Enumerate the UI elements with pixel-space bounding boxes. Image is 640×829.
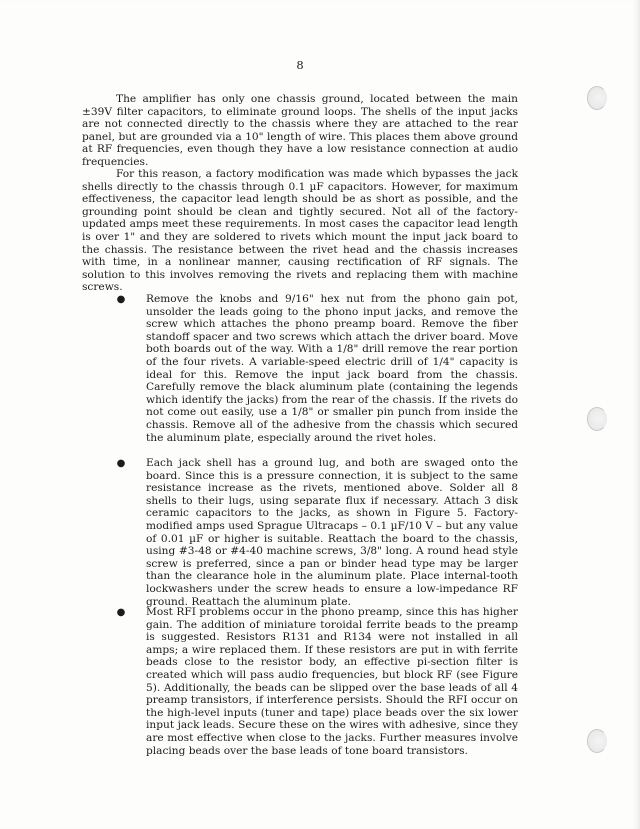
bullet-marker: ● — [116, 607, 126, 618]
page-number: 8 — [296, 58, 304, 72]
bullet-item-jack-shell-ground: Each jack shell has a ground lug, and both are swaged onto the board. Since this is a pressure connection, it is subject to the same resistance increase as the rivets, mentioned above. Solder all 8 shells to their lugs, using separate flux if necessary. Attach 3 disk ceramic capacitors to the jacks, as shown in Figure 5. Factory-modified amps used Sprague Ultracaps – 0.1 µF/10 V – but any value of 0.01 µF or higher is suitable. Reattach the board to the chassis, using #3-48 or #4-40 machine screws, 3/8" long. A round head style screw is preferred, since a pan or binder head type may be larger than the clearance hole in the aluminum plate. Place internal-tooth lockwashers under the screw heads to ensure a low-impedance RF ground. Reattach the aluminum plate. — [146, 457, 518, 608]
paragraph-factory-modification: For this reason, a factory modification was made which bypasses the jack shells directly to the chassis through 0.1 µF capacitors. However, for maximum effectiveness, the capacitor lead length should be as short as possible, and the grounding point should be clean and tightly secured. Not all of the factory-updated amps meet these requirements. In most cases the capacitor lead length is over 1" and they are soldered to rivets which mount the input jack board to the chassis. The resistance between the rivet head and the chassis increases with time, in a nonlinear manner, causing rectification of RF signals. The solution to this involves removing the rivets and replacing them with machine screws. — [82, 168, 518, 294]
bullet-item-ferrite-beads: Most RFI problems occur in the phono preamp, since this has higher gain. The addition of miniature toroidal ferrite beads to the preamp is suggested. Resistors R131 and R134 were not installed in all amps; a wire replaced them. If these resistors are put in with ferrite beads close to the resistor body, an effective pi-section filter is created which will pass audio frequencies, but block RF (see Figure 5). Additionally, the beads can be slipped over the base leads of all 4 preamp transistors, if interference persists. Should the RFI occur on the high-level inputs (tuner and tape) place beads over the six lower input jack leads. Secure these on the wires with adhesive, since they are most effective when close to the jacks. Further measures involve placing beads over the base leads of tone board transistors. — [146, 606, 518, 757]
paragraph-chassis-ground: The amplifier has only one chassis ground, located between the main ±39V filter capacitors, to eliminate ground loops. The shells of the input jacks are not connected directly to the chassis where they are attached to the rear panel, but are grounded via a 10" length of wire. This places them above ground at RF frequencies, even though they have a low resistance connection at audio frequencies. — [82, 93, 518, 168]
binder-hole-icon — [587, 729, 607, 753]
bullet-marker: ● — [116, 458, 126, 469]
binder-hole-icon — [587, 407, 607, 431]
binder-hole-icon — [587, 86, 607, 110]
bullet-item-remove-rivets: Remove the knobs and 9/16" hex nut from the phono gain pot, unsolder the leads going to the phono input jacks, and remove the screw which attaches the phono preamp board. Remove the fiber standoff spacer and two screws which attach the driver board. Move both boards out of the way. With a 1/8" drill remove the rear portion of the four rivets. A variable-speed electric drill of 1/4" capacity is ideal for this. Remove the input jack board from the chassis. Carefully remove the black aluminum plate (containing the legends which identify the jacks) from the rear of the chassis. If the rivets do not come out easily, use a 1/8" or smaller pin punch from inside the chassis. Remove all of the adhesive from the chassis which secured the aluminum plate, especially around the rivet holes. — [146, 293, 518, 444]
bullet-marker: ● — [116, 294, 126, 305]
